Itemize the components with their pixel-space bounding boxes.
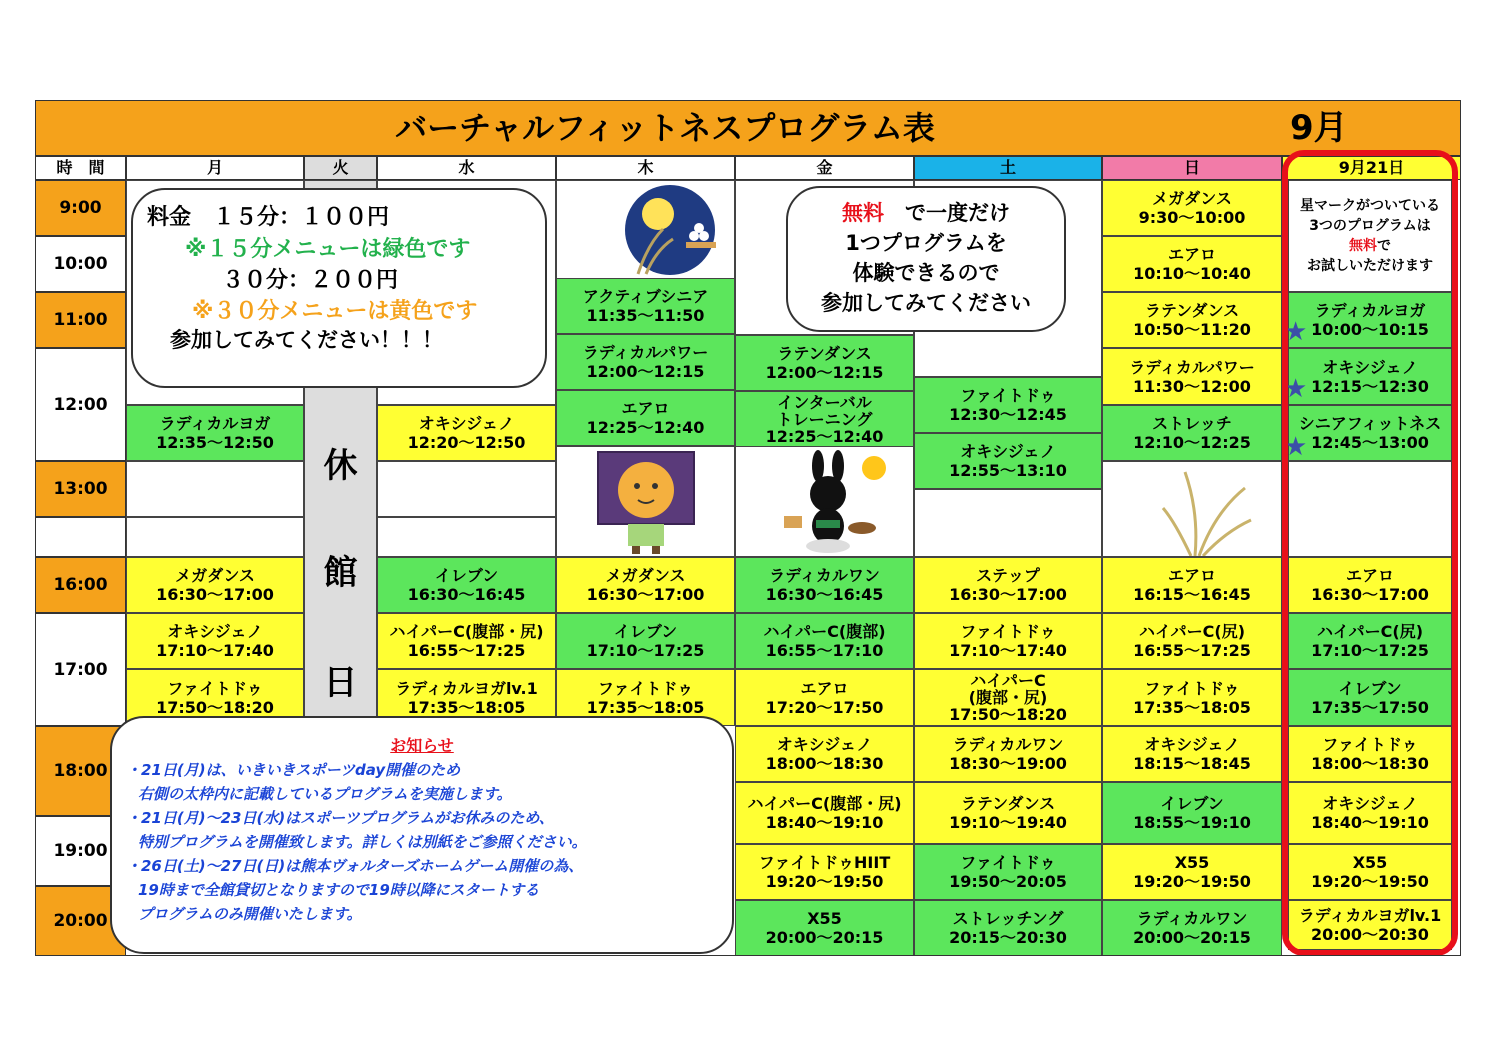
program-sat-6: ラディカルワン 18:30～19:00: [914, 726, 1102, 782]
program-sat-5: ハイパーC (腹部・尻) 17:50～18:20: [914, 669, 1102, 726]
header-fri: 金: [735, 156, 914, 180]
notice-line-3: ・21日(月)～23日(水)はスポーツプログラムがお休みのため、: [126, 809, 554, 827]
program-sun-2: エアロ 10:10～10:40: [1102, 236, 1282, 292]
free-line-4: 参加してみてください: [821, 291, 1031, 315]
notice-line-1: ・21日(月)は、いきいきスポーツday開催のため: [126, 761, 461, 779]
time-1800: 18:00: [35, 726, 126, 816]
closed-char-1: 休: [323, 446, 358, 486]
program-special-9: X55 19:20～19:50: [1288, 844, 1452, 900]
price-line-2: ※１５分メニューは緑色です: [185, 237, 471, 262]
header-thu: 木: [556, 156, 735, 180]
header-sun: 日: [1102, 156, 1282, 180]
price-line-1: 料金 １５分：１００円: [147, 205, 390, 230]
program-sun-7: ハイパーC(尻) 16:55～17:25: [1102, 613, 1282, 669]
program-mon-2: メガダンス 16:30～17:00: [126, 557, 304, 613]
price-line-4: ※３０分メニューは黄色です: [192, 299, 478, 324]
price-line-3: ３０分：２００円: [222, 268, 399, 293]
program-thu-5: イレブン 17:10～17:25: [556, 613, 735, 669]
time-1300: 13:00: [35, 461, 126, 517]
header-tue: 火: [304, 156, 377, 180]
program-wed-2: イレブン 16:30～16:45: [377, 557, 556, 613]
program-thu-2: ラディカルパワー 12:00～12:15: [556, 334, 735, 390]
program-sat-3: ステップ 16:30～17:00: [914, 557, 1102, 613]
closed-char-2: 館: [323, 553, 358, 593]
program-sun-12: ラディカルワン 20:00～20:15: [1102, 900, 1282, 956]
notice-heading: お知らせ: [390, 736, 454, 755]
header-mon: 月: [126, 156, 304, 180]
star-icon: ★: [1284, 374, 1308, 404]
price-line-5: 参加してみてください！！！: [170, 328, 443, 352]
schedule-frame: [35, 100, 1461, 956]
program-sun-10: イレブン 18:55～19:10: [1102, 782, 1282, 844]
program-thu-3: エアロ 12:25～12:40: [556, 390, 735, 446]
special-note-line4: お試しいただけます: [1307, 258, 1433, 274]
free-line-1: で一度だけ: [905, 201, 1010, 225]
header-sat: 土: [914, 156, 1102, 180]
program-fri-8: ファイトドゥHIIT 19:20～19:50: [735, 844, 914, 900]
program-mon-4: ファイトドゥ 17:50～18:20: [126, 669, 304, 726]
time-1000: 10:00: [35, 236, 126, 292]
closed-char-3: 日: [323, 663, 358, 703]
program-special-10: ラディカルヨガlv.1 20:00～20:30: [1288, 900, 1452, 950]
header-special-day: 9月21日: [1282, 156, 1461, 180]
program-special-7: ファイトドゥ 18:00～18:30: [1288, 726, 1452, 782]
program-fri-4: ハイパーC(腹部) 16:55～17:10: [735, 613, 914, 669]
special-note-line1: 星マークがついている: [1300, 198, 1440, 214]
program-sun-9: オキシジェノ 18:15～18:45: [1102, 726, 1282, 782]
program-sat-1: ファイトドゥ 12:30～12:45: [914, 377, 1102, 433]
notice-line-2: 右側の太枠内に記載しているプログラムを実施します。: [138, 785, 512, 803]
notice-line-4: 特別プログラムを開催致します。詳しくは別紙をご参照ください。: [138, 833, 587, 851]
program-sat-2: オキシジェノ 12:55～13:10: [914, 433, 1102, 489]
notice-line-5: ・26日(土)～27日(日)は熊本ヴォルターズホームゲーム開催の為、: [126, 857, 584, 875]
program-fri-2: インターバル トレーニング 12:25～12:40: [735, 391, 914, 447]
program-sun-5: ストレッチ 12:10～12:25: [1102, 405, 1282, 461]
free-label: 無料: [842, 201, 884, 225]
program-special-1: ラディカルヨガ 10:00～10:15: [1288, 292, 1452, 348]
header-time: 時 間: [35, 156, 126, 180]
program-wed-4: ラディカルヨガlv.1 17:35～18:05: [377, 669, 556, 726]
month-label: 9月: [1290, 108, 1348, 148]
program-sat-8: ファイトドゥ 19:50～20:05: [914, 844, 1102, 900]
program-special-2: オキシジェノ 12:15～12:30: [1288, 348, 1452, 405]
time-0900: 9:00: [35, 180, 126, 236]
star-icon: ★: [1284, 432, 1308, 462]
program-sun-1: メガダンス 9:30～10:00: [1102, 180, 1282, 236]
program-sat-7: ラテンダンス 19:10～19:40: [914, 782, 1102, 844]
program-special-6: イレブン 17:35～17:50: [1288, 669, 1452, 726]
notice-line-7: プログラムのみ開催いたします。: [138, 905, 362, 923]
program-special-8: オキシジェノ 18:40～19:10: [1288, 782, 1452, 844]
time-1600: 16:00: [35, 557, 126, 613]
special-note-free: 無料: [1349, 238, 1377, 254]
program-wed-3: ハイパーC(腹部・尻) 16:55～17:25: [377, 613, 556, 669]
program-mon-1: ラディカルヨガ 12:35～12:50: [126, 405, 304, 461]
star-icon: ★: [1284, 317, 1308, 347]
time-1100: 11:00: [35, 292, 126, 348]
time-1900: 19:00: [35, 816, 126, 886]
program-sun-8: ファイトドゥ 17:35～18:05: [1102, 669, 1282, 726]
program-sun-4: ラディカルパワー 11:30～12:00: [1102, 348, 1282, 405]
notice-line-6: 19時まで全館貸切となりますので19時以降にスタートする: [138, 881, 540, 899]
header-wed: 水: [377, 156, 556, 180]
program-sun-3: ラテンダンス 10:50～11:20: [1102, 292, 1282, 348]
program-fri-7: ハイパーC(腹部・尻) 18:40～19:10: [735, 782, 914, 844]
time-1700: 17:00: [35, 613, 126, 726]
program-thu-4: メガダンス 16:30～17:00: [556, 557, 735, 613]
program-fri-6: オキシジェノ 18:00～18:30: [735, 726, 914, 782]
time-2000: 20:00: [35, 886, 126, 956]
program-fri-3: ラディカルワン 16:30～16:45: [735, 557, 914, 613]
program-special-5: ハイパーC(尻) 17:10～17:25: [1288, 613, 1452, 669]
time-1200: 12:00: [35, 348, 126, 461]
program-fri-9: X55 20:00～20:15: [735, 900, 914, 956]
program-special-4: エアロ 16:30～17:00: [1288, 557, 1452, 613]
free-line-2: 1つプログラムを: [845, 231, 1007, 255]
program-fri-1: ラテンダンス 12:00～12:15: [735, 335, 914, 391]
page-title: バーチャルフィットネスプログラム表: [395, 109, 935, 147]
program-mon-3: オキシジェノ 17:10～17:40: [126, 613, 304, 669]
program-special-3: シニアフィットネス 12:45～13:00: [1288, 405, 1452, 461]
free-line-3: 体験できるので: [852, 261, 1000, 285]
program-sun-11: X55 19:20～19:50: [1102, 844, 1282, 900]
program-sun-6: エアロ 16:15～16:45: [1102, 557, 1282, 613]
program-sat-9: ストレッチング 20:15～20:30: [914, 900, 1102, 956]
program-thu-6: ファイトドゥ 17:35～18:05: [556, 669, 735, 726]
program-fri-5: エアロ 17:20～17:50: [735, 669, 914, 726]
program-wed-1: オキシジェノ 12:20～12:50: [377, 405, 556, 461]
program-thu-1: アクティブシニア 11:35～11:50: [556, 278, 735, 334]
program-sat-4: ファイトドゥ 17:10～17:40: [914, 613, 1102, 669]
special-note-suffix: で: [1377, 238, 1391, 254]
special-note-line2: 3つのプログラムは: [1309, 218, 1431, 234]
